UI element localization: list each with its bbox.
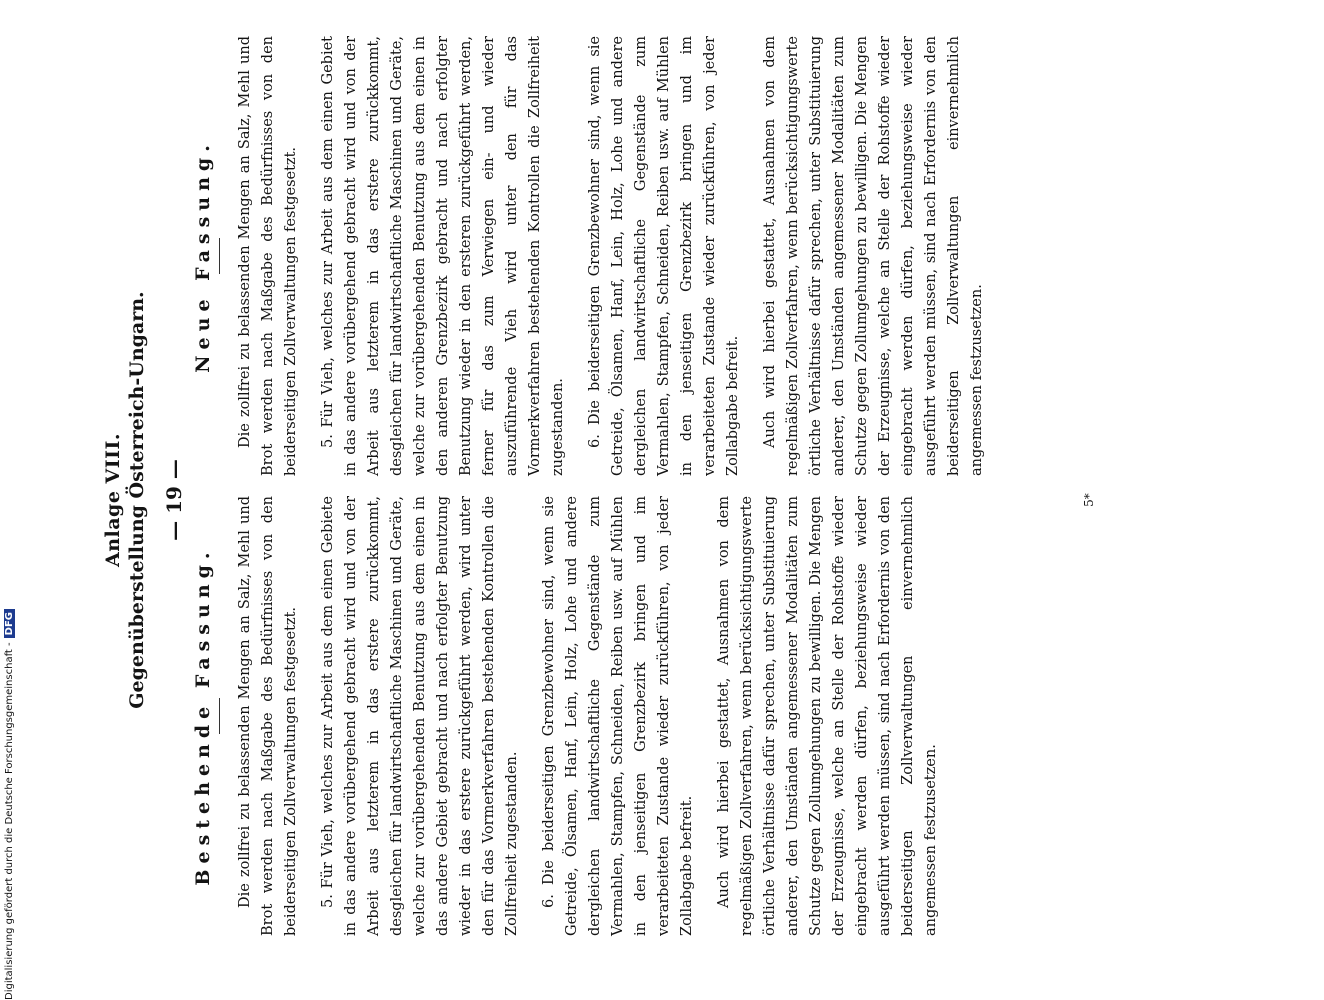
paragraph: Auch wird hierbei gestattet, Ausnahmen von dem regelmäßigen Zollverfahren, wenn berücksichtigungswerte örtliche Verhältnisse dafür sprechen, unter Substituierung anderer, den Umständen angemessener Modalitäten zum Schutze gegen Zollumgehungen zu bewilligen. Die Mengen der Erzeugnisse, welche an Stelle der Rohstoffe wieder eingebracht werden dürfen, beziehungsweise wieder ausgeführt werden müssen, sind nach Erfordernis von den beiderseitigen Zollverwaltungen einvernehmlich angemessen festzusetzen. [716,496,939,936]
page-number: — 19 — [162,459,186,541]
column-heading-new: Neue Fassung. [192,139,214,373]
page-header [102,0,148,1000]
page-body [72,0,1262,1000]
column-existing-version [192,496,957,936]
column-new-version [192,36,1003,476]
paragraph: Auch wird hierbei gestattet, Ausnahmen von dem regelmäßigen Zollverfahren, wenn berücksichtigungswerte örtliche Verhältnisse dafür sprechen, unter Substituierung anderer, den Umständen angemessener Modalitäten zum Schutze gegen Zollumgehungen zu bewilligen. Die Mengen der Erzeugnisse, welche an Stelle der Rohstoffe wieder eingebracht werden dürfen, beziehungsweise wieder ausgeführt werden müssen, sind nach Erfordernis von den beiderseitigen Zollverwaltungen einvernehmlich angemessen festzusetzen. [762,36,985,476]
paragraph: 6. Die beiderseitigen Grenzbewohner sind, wenn sie Getreide, Ölsamen, Hanf, Lein, Holz, Lohe und andere dergleichen landwirtschaftliche Gegenstände zum Vermahlen, Stampfen, Schneiden, Reiben usw. auf Mühlen in den jenseitigen Grenzbezirk bringen und im verarbeiteten Zustande wieder zurückführen, von jeder Zollabgabe befreit. [541,496,695,936]
funding-note [4,0,15,1000]
heading-rule [219,698,220,734]
paragraph: Die zollfrei zu belassenden Mengen an Salz, Mehl und Brot werden nach Maßgabe des Bedürfnisses von den beiderseitigen Zollverwaltungen festgesetzt. [237,496,299,936]
paragraph: Die zollfrei zu belassenden Mengen an Salz, Mehl und Brot werden nach Maßgabe des Bedürfnisses von den beiderseitigen Zollverwaltungen festgesetzt. [237,36,299,476]
heading-rule [219,238,220,274]
paragraph: 5. Für Vieh, welches zur Arbeit aus dem einen Gebiet in das andere vorübergehend gebracht wird und von der Arbeit aus letzterem in das erstere zurückkommt, desgleichen für landwirtschaftliche Maschinen und Geräte, welche zur vorübergehenden Benutzung aus dem einen in den anderen Grenzbezirk gebracht und nach erfolgter Benutzung wieder in den ersteren zurückgeführt werden, ferner für das zum Verwiegen ein- und wieder auszuführende Vieh wird unter den für das Vormerkverfahren bestehenden Kontrollen die Zollfreiheit zugestanden. [320,36,566,476]
dfg-logo-icon: DFG [4,609,15,638]
rotated-page-content [72,0,1262,1000]
annex-title: Anlage VIII. [102,432,124,568]
annex-subtitle: Gegenüberstellung Österreich-Ungarn. [126,291,148,709]
paragraph: 5. Für Vieh, welches zur Arbeit aus dem einen Gebiete in das andere vorübergehend gebracht wird und von der Arbeit aus letzterem in das erstere zurückkommt, desgleichen für landwirtschaftliche Maschinen und Geräte, welche zur vorübergehenden Benutzung aus dem einen in das andere Gebiet gebracht und nach erfolgter Benutzung wieder in das erstere zurückgeführt werden, wird unter den für das Vormerkverfahren bestehenden Kontrollen die Zollfreiheit zugestanden. [320,496,520,936]
column-heading-existing: Bestehende Fassung. [192,546,214,886]
funding-note-text: Digitalisierung gefördert durch die Deutsche Forschungsgemeinschaft - [4,642,15,1000]
funding-sidebar [4,0,18,1000]
paragraph: 6. Die beiderseitigen Grenzbewohner sind, wenn sie Getreide, Ölsamen, Hanf, Lein, Holz, Lohe und andere dergleichen landwirtschaftliche Gegenstände zum Vermahlen, Stampfen, Schneiden, Reiben usw. auf Mühlen in den jenseitigen Grenzbezirk bringen und im verarbeiteten Zustande wieder zurückführen, von jeder Zollabgabe befreit. [587,36,741,476]
signature-mark: 5* [1082,493,1096,507]
